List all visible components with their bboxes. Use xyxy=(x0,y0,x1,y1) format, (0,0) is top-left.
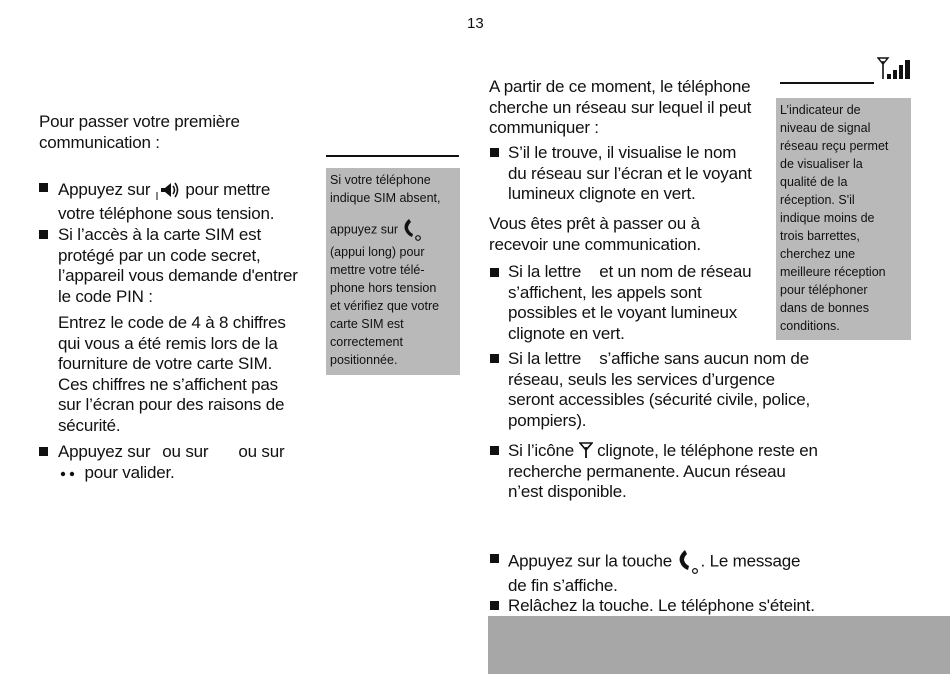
bullet-marker xyxy=(490,446,499,455)
letter-network-text: Si la lettre et un nom de réseau s’affichent, les appels sont possibles et le voyant lumineux clignote en vert. xyxy=(508,262,752,343)
bullet-marker xyxy=(39,447,48,456)
sidebox-rule xyxy=(326,155,459,157)
emergency-only-text: Si la lettre s’affiche sans aucun nom de réseau, seuls les services d’urgence seront accessibles (sécurité civile, police, pompiers). xyxy=(508,349,811,430)
sim-absent-note: Si votre téléphone indique SIM absent, appuyez sur (appui long) pour mettre votre télé- phone hors tension et vérifiez que votre carte SIM est correctement positionnée. xyxy=(326,168,460,375)
end-call-icon xyxy=(402,217,424,243)
pin-instruction: Si l’accès à la carte SIM est protégé par un code secret, l’appareil vous demande d'entrer le code PIN : xyxy=(58,225,298,306)
footer-bar xyxy=(488,616,950,674)
bullet-marker xyxy=(490,268,499,277)
bullet-marker xyxy=(39,183,48,192)
signal-rule xyxy=(780,82,874,84)
power-off-instruction: Appuyez sur la touche . Le message de fin s’affiche. xyxy=(508,548,800,597)
network-found-text: S’il le trouve, il visualise le nom du réseau sur l’écran et le voyant lumineux clignote en vert. xyxy=(508,143,752,203)
bullet-marker xyxy=(490,554,499,563)
bullet-marker xyxy=(490,601,499,610)
intro-text: Pour passer votre première communication : xyxy=(39,112,240,152)
validate-instruction: Appuyez sur ou sur ou sur pour valider. xyxy=(58,442,285,482)
end-call-icon xyxy=(677,548,701,576)
ready-text: Vous êtes prêt à passer ou à recevoir une communication. xyxy=(489,214,701,254)
antenna-icon xyxy=(579,441,593,462)
bullet-marker xyxy=(490,354,499,363)
power-on-instruction: Appuyez sur pour mettre votre téléphone sous tension. xyxy=(58,178,274,224)
signal-strength-icon xyxy=(877,57,911,86)
page-number: 13 xyxy=(467,15,484,32)
signal-indicator-note: L’indicateur de niveau de signal réseau reçu permet de visualiser la qualité de la réception. S'il indique moins de trois barrettes, cherchez une meilleure réception pour téléphoner dans de bonnes conditions. xyxy=(776,98,911,340)
release-key-text: Relâchez la touche. Le téléphone s'éteint. xyxy=(508,596,815,615)
pin-code-details: Entrez le code de 4 à 8 chiffres qui vous a été remis lors de la fourniture de votre carte SIM. Ces chiffres ne s’affichent pas sur l’écran pour des raisons de sécurité. xyxy=(58,313,286,435)
network-search-text: A partir de ce moment, le téléphone cherche un réseau sur lequel il peut communiquer : xyxy=(489,77,752,137)
nav-dots-icon xyxy=(58,463,80,484)
bullet-marker xyxy=(490,148,499,157)
speaker-power-icon xyxy=(155,178,181,204)
no-network-text: Si l’icône clignote, le téléphone reste en recherche permanente. Aucun réseau n’est disponible. xyxy=(508,441,818,502)
bullet-marker xyxy=(39,230,48,239)
